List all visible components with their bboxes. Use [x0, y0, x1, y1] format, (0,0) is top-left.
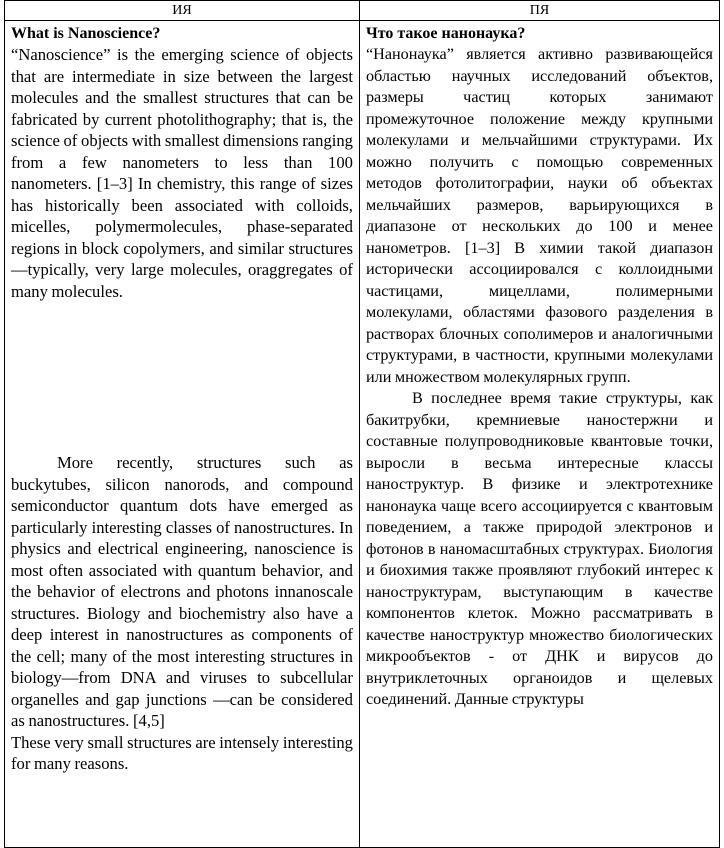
- target-paragraph-2: В последнее время такие структуры, как бакитрубки, кремниевые наностержни и составные полупроводниковые квантовые точки, выросли в весьма интересные классы наноструктур. В физике и электротехнике нанонаука чаще всего ассоциируется с квантовым поведением, а также природой электронов и фотонов в наномасштабных структурах. Биология и биохимия также проявляют глубокий интерес к наноструктурам, выступающим в качестве компонентов клеток. Можно рассматривать в качестве наноструктур множество биологических микрообъектов - от ДНК и вирусов до внутриклеточных органоидов и щелевых соединений. Данные структуры: [365, 389, 713, 708]
- header-target-language: ПЯ: [359, 1, 719, 21]
- target-paragraph-1: “Нанонаука” является активно развивающейся областью научных исследований объектов, размеры частиц которых занимают промежуточное положение между крупными молекулами и мельчайшими структурами. Их можно получить с помощью современных методов фотолитографии, науки об объектах мельчайших размеров, варьирующихся в диапазоне от нескольких до 100 и менее нанометров. [1–3] В химии такой диапазон исторически ассоциировался с коллоидными частицами, мицеллами, полимерными молекулами, областями фазового разделения в растворах блочных сополимеров и аналогичными структурами, в частности, крупными молекулами или множеством молекулярных групп.: [365, 45, 713, 386]
- source-text-cell: [5, 21, 360, 848]
- table-header-row: [5, 1, 720, 21]
- source-paragraph-3: These very small structures are intensely interesting for many reasons.: [11, 732, 353, 773]
- table-body-row: [5, 21, 720, 848]
- source-paragraph-2: More recently, structures such as buckytubes, silicon nanorods, and compound semiconductor quantum dots have emerged as particularly interesting classes of nanostructures. In physics and electrical engineering, nanoscience is most often associated with quantum behavior, and the behavior of electrons and photons innanoscale structures. Biology and biochemistry also have a deep interest in nanostructures as components of the cell; many of the most interesting structures in biology—from DNA and viruses to subcellular organelles and gap junctions —can be considered as nanostructures. [4,5]: [11, 453, 353, 730]
- source-paragraph-1: “Nanoscience” is the emerging science of objects that are intermediate in size between the largest molecules and the smallest structures that can be fabricated by current photolithography; that is, the science of objects with smallest dimensions ranging from a few nanometers to less than 100 nanometers. [1–3] In chemistry, this range of sizes has historically been associated with colloids, micelles, polymermolecules, phase-separated regions in block copolymers, and similar structures—typically, very large molecules, oraggregates of many molecules.: [11, 45, 353, 301]
- target-title: Что такое нанонаука?: [365, 25, 526, 42]
- source-title: What is Nanoscience?: [11, 25, 161, 42]
- target-text-cell: [359, 21, 719, 848]
- translation-table: [4, 0, 720, 848]
- header-source-language: ИЯ: [5, 1, 360, 21]
